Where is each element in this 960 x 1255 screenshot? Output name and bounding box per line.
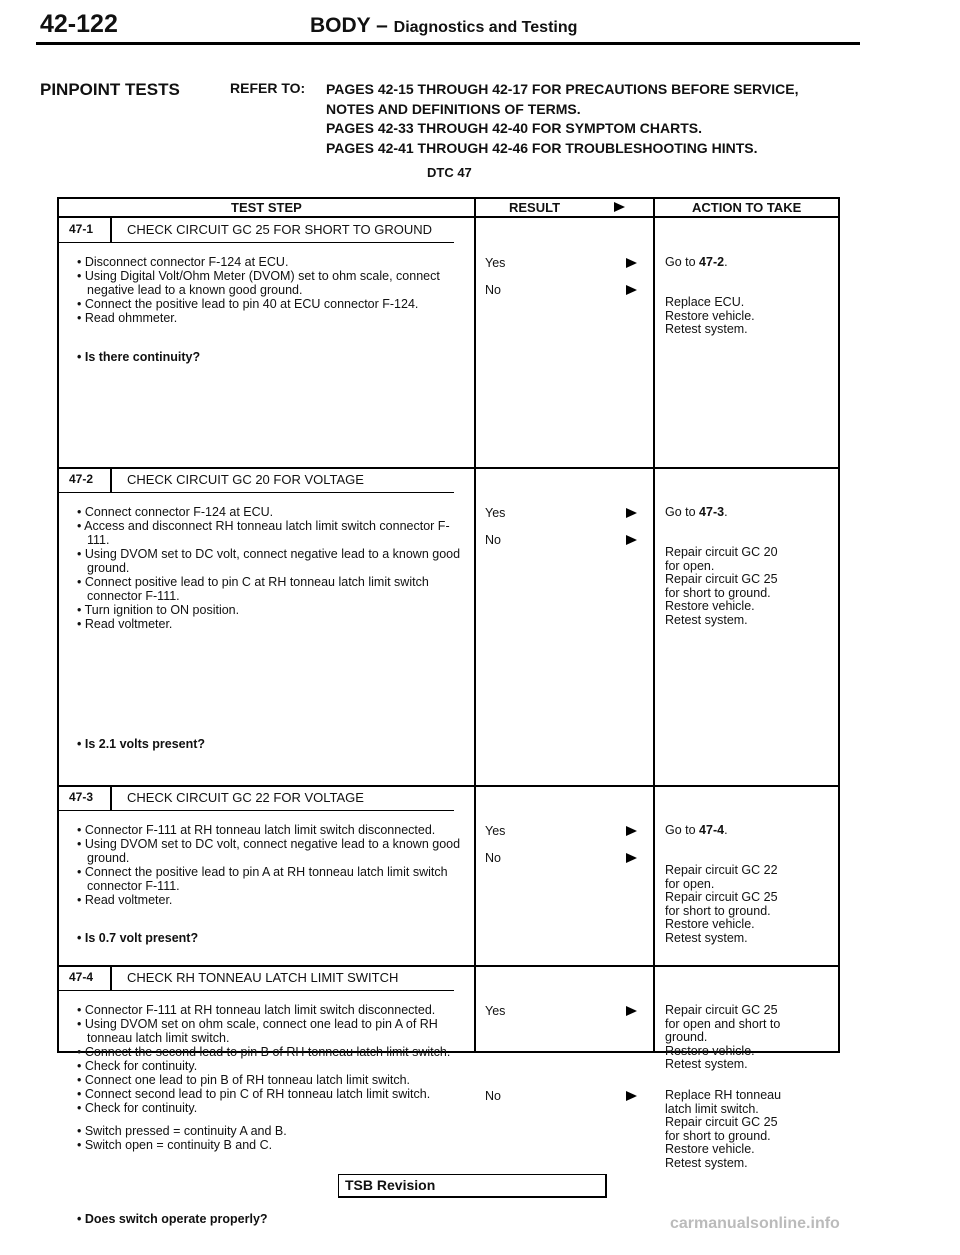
action-line: Restore vehicle.	[665, 1043, 755, 1058]
step-number: 47-4	[69, 970, 94, 984]
action-line: Repair circuit GC 25	[665, 890, 778, 904]
dtc-code: DTC 47	[427, 165, 472, 180]
play-arrow-icon	[614, 202, 625, 212]
instruction-item: • Read ohmmeter.	[77, 311, 178, 325]
result-yes: Yes	[485, 1004, 506, 1018]
result-yes: Yes	[485, 824, 506, 838]
step-header	[59, 217, 454, 243]
instruction-item: • Connect one lead to pin B of RH tonneau latch limit switch.	[77, 1073, 411, 1087]
instruction-item: • Access and disconnect RH tonneau latch limit switch connector F-111.	[77, 519, 450, 547]
action-line: for open and short to	[665, 1016, 781, 1031]
step-question: • Is 2.1 volts present?	[77, 737, 206, 751]
refer-line: NOTES AND DEFINITIONS OF TERMS.	[326, 100, 581, 117]
step-question: • Does switch operate properly?	[77, 1212, 268, 1226]
footer-watermark: carmanualsonline.info	[670, 1215, 840, 1232]
action-to-take	[665, 296, 835, 337]
step-separator	[110, 785, 112, 810]
step-instructions	[77, 823, 472, 907]
instruction-item: • Check for continuity.	[77, 1059, 198, 1073]
action-tail: .	[724, 255, 728, 269]
action-line	[665, 824, 835, 838]
instruction-item: • Connect the positive lead to pin A at RH tonneau latch limit switch connector F-111.	[77, 865, 448, 893]
action-to-take	[665, 546, 835, 627]
header-test-step: TEST STEP	[231, 200, 302, 215]
test-step-47-4	[59, 965, 474, 1255]
result-yes: Yes	[485, 506, 506, 520]
action-line: Retest system.	[665, 612, 748, 627]
step-instructions	[77, 505, 472, 631]
action-to-take	[665, 1004, 835, 1072]
action-line: Retest system.	[665, 1155, 748, 1170]
step-title: CHECK CIRCUIT GC 25 FOR SHORT TO GROUND	[127, 222, 433, 237]
instruction-item: • Using DVOM set to DC volt, connect negative lead to a known good ground.	[77, 837, 461, 865]
play-arrow-icon	[626, 535, 637, 545]
action-line: Restore vehicle.	[665, 599, 755, 613]
action-line: Retest system.	[665, 322, 748, 336]
result-no: No	[485, 1089, 501, 1103]
action-line: for short to ground.	[665, 903, 771, 918]
action-to-take	[665, 506, 835, 520]
step-title: CHECK CIRCUIT GC 22 FOR VOLTAGE	[127, 790, 364, 805]
switch-note: • Switch pressed = continuity A and B.	[77, 1124, 287, 1138]
instruction-item: • Connect positive lead to pin C at RH tonneau latch limit switch connector F-111.	[77, 575, 429, 603]
test-step-47-2	[59, 467, 474, 785]
result-no: No	[485, 533, 501, 547]
instruction-item: • Turn ignition to ON position.	[77, 603, 240, 617]
action-tail: .	[724, 505, 728, 519]
goto-step-link: 47-4	[699, 823, 725, 837]
action-line: Restore vehicle.	[665, 1142, 755, 1156]
instruction-item: • Using DVOM set on ohm scale, connect one lead to pin A of RH tonneau latch limit switch.	[77, 1017, 438, 1045]
instruction-item: • Connect connector F-124 at ECU.	[77, 505, 274, 519]
title-dash: –	[370, 14, 394, 37]
action-line: Repair circuit GC 22	[665, 863, 778, 877]
action-lead: Go to	[665, 823, 700, 837]
step-number: 47-2	[69, 472, 94, 486]
action-line: Replace RH tonneau	[665, 1088, 782, 1102]
refer-line: PAGES 42-33 THROUGH 42-40 FOR SYMPTOM CHARTS.	[326, 120, 702, 136]
step-instructions	[77, 255, 472, 325]
step-header	[59, 467, 454, 493]
goto-step-link: 47-2	[699, 255, 725, 269]
instruction-item: • Connector F-111 at RH tonneau latch limit switch disconnected.	[77, 1003, 436, 1017]
action-to-take	[665, 256, 835, 270]
action-to-take	[665, 864, 835, 945]
page-title	[310, 14, 577, 38]
step-title: CHECK RH TONNEAU LATCH LIMIT SWITCH	[127, 970, 399, 985]
action-line: for open.	[665, 876, 715, 891]
step-separator	[110, 965, 112, 990]
action-line: for open.	[665, 558, 715, 573]
instruction-item: • Check for continuity.	[77, 1101, 198, 1115]
action-line: Restore vehicle.	[665, 917, 755, 931]
action-tail: .	[724, 823, 728, 837]
step-question: • Is there continuity?	[77, 350, 201, 364]
column-divider	[653, 199, 655, 1051]
action-line: latch limit switch.	[665, 1101, 759, 1116]
step-number: 47-3	[69, 790, 94, 804]
refer-lines	[326, 80, 798, 158]
play-arrow-icon	[626, 826, 637, 836]
goto-step-link: 47-3	[699, 505, 725, 519]
action-line: Replace ECU.	[665, 295, 745, 309]
instruction-item: • Read voltmeter.	[77, 893, 173, 907]
action-line: for short to ground.	[665, 1128, 771, 1143]
step-separator	[110, 467, 112, 492]
refer-to-label: REFER TO:	[230, 80, 306, 96]
switch-note: • Switch open = continuity B and C.	[77, 1138, 273, 1152]
tsb-revision-box	[338, 1174, 607, 1198]
instruction-item: • Connect the second lead to pin B of RH tonneau latch limit switch.	[77, 1045, 451, 1059]
pinpoint-tests-label: PINPOINT TESTS	[40, 80, 180, 99]
action-line: for short to ground.	[665, 585, 771, 600]
action-to-take	[665, 824, 835, 838]
action-line: Repair circuit GC 25	[665, 1115, 778, 1129]
refer-line: PAGES 42-15 THROUGH 42-17 FOR PRECAUTIONS BEFORE SERVICE,	[326, 81, 799, 97]
action-line: Retest system.	[665, 1057, 748, 1071]
action-lead: Go to	[665, 255, 700, 269]
action-line: Repair circuit GC 25	[665, 572, 778, 586]
action-line: Repair circuit GC 20	[665, 545, 778, 559]
action-line: Retest system.	[665, 930, 748, 945]
section-name: BODY	[310, 14, 371, 37]
spacer	[77, 1115, 472, 1124]
play-arrow-icon	[626, 1091, 637, 1101]
action-lead: Go to	[665, 505, 700, 519]
action-line: Repair circuit GC 25	[665, 1003, 778, 1017]
refer-line: PAGES 42-41 THROUGH 42-46 FOR TROUBLESHOOTING HINTS.	[326, 139, 758, 156]
step-number: 47-1	[69, 222, 94, 236]
action-to-take	[665, 1089, 835, 1170]
header-action: ACTION TO TAKE	[692, 200, 802, 215]
instruction-item: • Disconnect connector F-124 at ECU.	[77, 255, 289, 269]
play-arrow-icon	[626, 508, 637, 518]
play-arrow-icon	[626, 285, 637, 295]
test-step-47-3	[59, 785, 474, 965]
header-result: RESULT	[509, 200, 561, 215]
action-line	[665, 256, 835, 270]
step-question: • Is 0.7 volt present?	[77, 931, 199, 945]
action-line: Restore vehicle.	[665, 308, 755, 323]
action-line	[665, 506, 835, 520]
instruction-item: • Connector F-111 at RH tonneau latch limit switch disconnected.	[77, 823, 436, 837]
result-no: No	[485, 851, 501, 865]
instruction-item: • Connect the positive lead to pin 40 at ECU connector F-124.	[77, 297, 419, 311]
section-subtitle: Diagnostics and Testing	[393, 19, 578, 36]
instruction-item: • Read voltmeter.	[77, 617, 173, 631]
instruction-item: • Using Digital Volt/Ohm Meter (DVOM) set to ohm scale, connect negative lead to a known good ground.	[77, 269, 440, 297]
result-yes: Yes	[485, 256, 506, 270]
column-divider	[474, 199, 476, 1051]
step-instructions	[77, 1003, 472, 1152]
instruction-item: • Using DVOM set to DC volt, connect negative lead to a known good ground.	[77, 547, 461, 575]
play-arrow-icon	[626, 1006, 637, 1016]
header-rule	[36, 42, 860, 45]
result-no: No	[485, 283, 501, 297]
step-separator	[110, 217, 112, 242]
instruction-item: • Connect second lead to pin C of RH tonneau latch limit switch.	[77, 1087, 431, 1101]
step-title: CHECK CIRCUIT GC 20 FOR VOLTAGE	[127, 472, 364, 487]
tsb-label: TSB Revision	[345, 1177, 436, 1193]
step-header	[59, 965, 454, 991]
page-number: 42-122	[40, 10, 118, 38]
action-line: ground.	[665, 1030, 708, 1044]
play-arrow-icon	[626, 258, 637, 268]
play-arrow-icon	[626, 853, 637, 863]
test-step-47-1	[59, 217, 474, 467]
step-header	[59, 785, 454, 811]
